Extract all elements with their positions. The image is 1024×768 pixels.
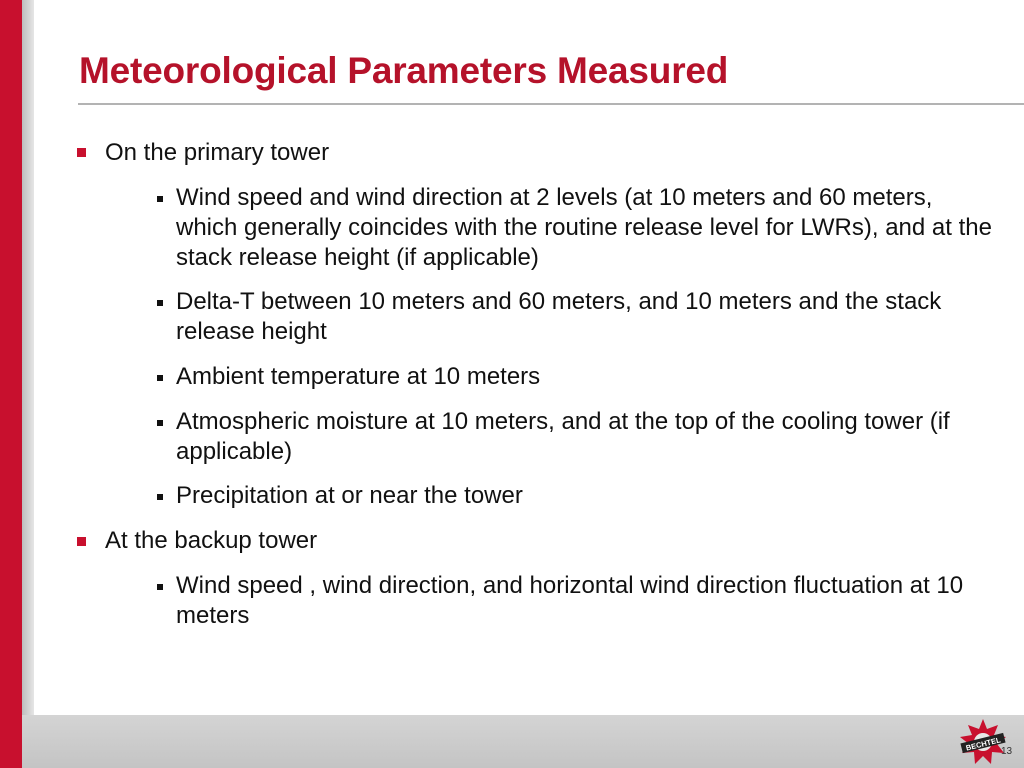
footer-band [22, 715, 1024, 768]
section-heading-primary: On the primary tower [105, 139, 330, 166]
slide-title: Meteorological Parameters Measured [79, 50, 729, 91]
section-heading-backup: At the backup tower [105, 527, 318, 554]
title-divider [78, 103, 1024, 105]
list-item: Precipitation at or near the tower [176, 482, 523, 509]
list-item: Wind speed , wind direction, and horizontal wind direction fluctuation at 10 meters [176, 572, 964, 629]
square-bullet-icon [157, 494, 163, 500]
square-bullet-icon [157, 420, 163, 426]
red-square-bullet-icon [77, 537, 86, 546]
square-bullet-icon [157, 300, 163, 306]
red-square-bullet-icon [77, 148, 86, 157]
list-item: Ambient temperature at 10 meters [176, 363, 541, 390]
svg-text:BECHTEL: BECHTEL [964, 735, 1002, 753]
list-item: Atmospheric moisture at 10 meters, and at the top of the cooling tower (if applicable) [176, 408, 950, 465]
left-shadow-bar [22, 0, 34, 768]
square-bullet-icon [157, 584, 163, 590]
square-bullet-icon [157, 375, 163, 381]
page-number: 13 [1001, 746, 1013, 757]
list-item: Delta-T between 10 meters and 60 meters, and 10 meters and the stack release height [176, 288, 942, 345]
bechtel-logo-icon [958, 718, 1008, 766]
square-bullet-icon [157, 196, 163, 202]
list-item: Wind speed and wind direction at 2 levels (at 10 meters and 60 meters, which generally coincides with the routine release level for LWRs), and at the stack release height (if applicable) [176, 184, 992, 271]
left-accent-bar [0, 0, 22, 768]
